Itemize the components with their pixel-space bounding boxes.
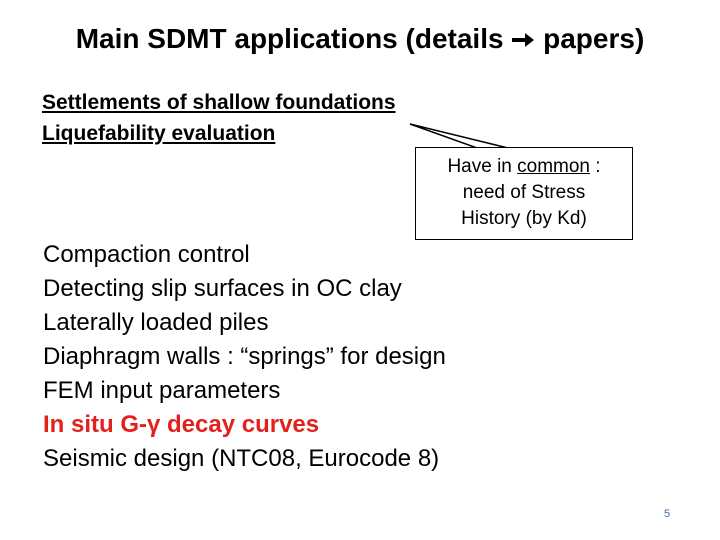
callout-line-1 (416, 154, 632, 180)
title-text-end: papers) (543, 23, 645, 54)
callout-box (415, 147, 633, 240)
right-arrow-icon (511, 30, 535, 50)
application-seismic-design: Seismic design (NTC08, Eurocode 8) (43, 445, 440, 472)
application-slip-surfaces: Detecting slip surfaces in OC clay (43, 275, 402, 302)
application-fem-input: FEM input parameters (43, 377, 281, 404)
slide-title (0, 22, 720, 56)
callout-line-3: History (by Kd) (461, 208, 587, 229)
application-diaphragm-walls: Diaphragm walls : “springs” for design (43, 343, 446, 370)
application-laterally-loaded-piles: Laterally loaded piles (43, 309, 269, 336)
emphasis-item-settlements: Settlements of shallow foundations (42, 91, 396, 114)
emphasis-item-liquefability: Liquefability evaluation (42, 122, 276, 145)
callout-common-word: common (517, 156, 590, 177)
callout-line-2: need of Stress (462, 182, 586, 203)
callout-line-1-prefix: Have in (447, 156, 518, 177)
application-g-gamma-decay: In situ G-γ decay curves (43, 411, 320, 438)
emphasis-list (42, 87, 396, 149)
title-text-start: Main SDMT applications (details (75, 23, 504, 54)
application-list (43, 238, 446, 476)
callout-line-1-suffix: : (590, 156, 601, 177)
page-number: 5 (664, 508, 671, 520)
application-compaction-control: Compaction control (43, 241, 250, 268)
